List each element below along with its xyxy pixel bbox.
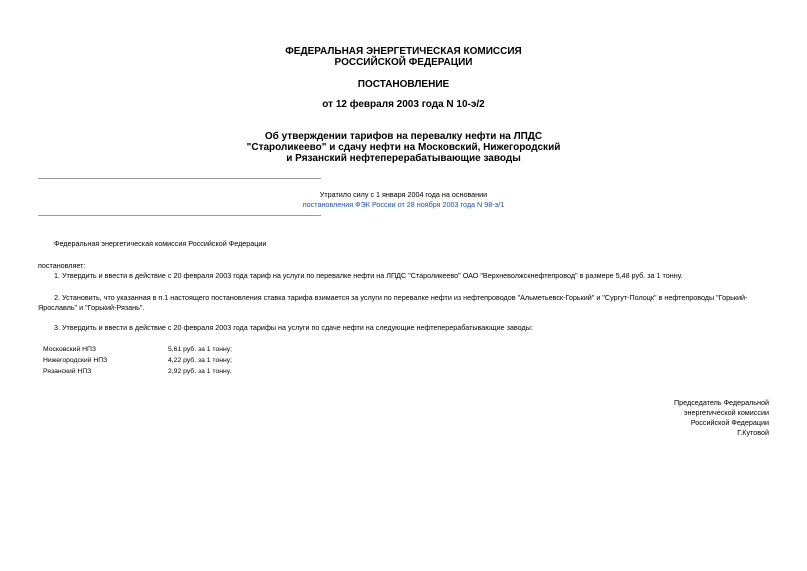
item-1: 1. Утвердить и ввести в действие с 20 февраля 2003 года тариф на услуги по перевалке нефти на ЛПДС "Староликеево" ОАО "Верхневолжскнефтепровод" в размере 5,48 руб. за 1 тонну. (54, 271, 683, 280)
intro-paragraph: Федеральная энергетическая комиссия Российской Федерации (54, 239, 267, 248)
signatory-name: Г.Кутовой (737, 428, 769, 437)
document-type: ПОСТАНОВЛЕНИЕ (357, 79, 450, 90)
divider-bottom (38, 215, 321, 216)
item-3: 3. Утвердить и ввести в действие с 20 февраля 2003 года тарифы на услуги по сдаче нефти на следующие нефтеперерабатывающие заводы: (54, 323, 533, 332)
plant-rate: 5,61 руб. за 1 тонну; (168, 346, 233, 353)
status-note-link[interactable]: постановления ФЭК России от 28 ноября 2003 года N 98-э/1 (302, 200, 505, 209)
plant-name: Рязанский НПЗ (43, 368, 92, 375)
signature-title-line2: энергетической комиссии (683, 408, 769, 417)
document-title-line1: Об утверждении тарифов на перевалку нефти на ЛПДС (264, 131, 543, 142)
plant-rate: 4,22 руб. за 1 тонну; (168, 357, 233, 364)
signature-title-line3: Российской Федерации (690, 418, 769, 427)
item-2-line1: 2. Установить, что указанная в п.1 настоящего постановления ставка тарифа взимается за услуги по перевалке нефти из нефтепроводов "Альметьевск-Горький" и "Сургут-Полоцк" в нефтепроводы "Горький- (54, 293, 748, 302)
signature-title-line1: Председатель Федеральной (674, 398, 769, 407)
plant-name: Московский НПЗ (43, 346, 97, 353)
item-2-line2: Ярославль" и "Горький-Рязань". (38, 303, 145, 312)
document-title-line2: "Староликеево" и сдачу нефти на Московский, Нижегородский (246, 142, 561, 153)
decree-word: постановляет: (38, 261, 86, 270)
status-note-link-line (0, 200, 807, 210)
divider-top (38, 178, 321, 179)
document-date: от 12 февраля 2003 года N 10-э/2 (322, 99, 485, 110)
document-title-line3: и Рязанский нефтеперерабатывающие заводы (286, 153, 521, 164)
agency-name-line2: РОССИЙСКОЙ ФЕДЕРАЦИИ (334, 57, 473, 68)
plant-name: Нижегородский НПЗ (43, 357, 108, 364)
agency-name-line1: ФЕДЕРАЛЬНАЯ ЭНЕРГЕТИЧЕСКАЯ КОМИССИЯ (285, 46, 522, 57)
plant-rate: 2,92 руб. за 1 тонну. (168, 368, 232, 375)
status-note-text: Утратило силу с 1 января 2004 года на основании (319, 190, 488, 199)
